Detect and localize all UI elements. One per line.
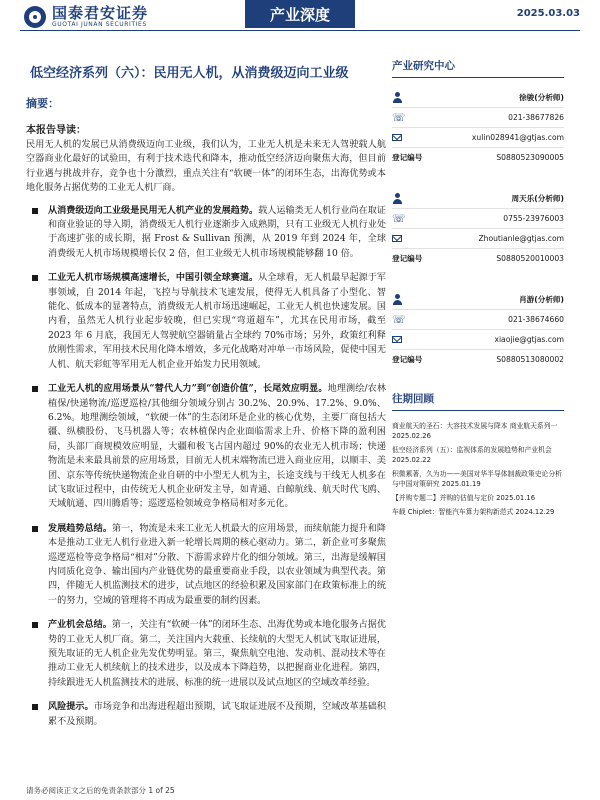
logo-chinese-name: 国泰君安证券 — [52, 4, 149, 22]
past-report-item[interactable]: 积微累著，久为功——美国对华半导体制裁政策史论分析与中国对策研究 2025.01.19 — [392, 470, 562, 488]
analyst-name: 徐骏(分析师) — [519, 93, 564, 102]
mail-icon — [392, 134, 402, 141]
analyst-name-row — [392, 189, 564, 209]
analyst-name-row — [392, 88, 564, 108]
analyst-card — [392, 189, 564, 268]
bullet-point — [26, 700, 386, 729]
report-title: 低空经济系列（六）：民用无人机，从消费级迈向工业级 — [30, 66, 349, 81]
guide-text: 民用无人机的发展已从消费级迈向工业级，我们认为，工业无人机是未来无人驾驶载人航空器商业化最好的试验田，有利于技术迭代和降本，推动低空经济迈向聚焦大海，但目前行业遇与挑战并存，竞争也十分激烈，重点关注有“软硬一体”的闭环生态，出海优势或本地化服务占据优势的工业无人机厂商。 — [26, 140, 386, 194]
logo-english-name: GUOTAI JUNAN SECURITIES — [52, 21, 147, 28]
analyst-phone-row — [392, 209, 564, 229]
phone-icon: ☏ — [392, 313, 406, 326]
analyst-cert-row — [392, 249, 564, 268]
mail-icon — [392, 336, 402, 343]
bullet-text: 从全球看，无人机最早起源于军事领域，自 2014 年起，飞控与导航技术飞速发展，使得无人机具备了小型化、智能化、低成本的显著特点，消费级无人机市场迅速崛起，工业无人机也快速发展。国内看，虽然无人机行业起步较晚，但已实现“弯道超车”，尤其在民用市场，截至 2023 年 6 月底，我国无人驾驶航空器销量占全球约 70%市场；另外，政策红利释放刚性需求，军用技术民用化降本增效，多元化战略对冲单一市场风险，促使中国无人机、航天彩虹等军用无人机企业开始发力民用领域。 — [48, 273, 386, 370]
past-report-item[interactable]: 【并购专题二】并购的估值与定价 2025.01.16 — [392, 494, 536, 502]
analyst-cert-row — [392, 350, 564, 369]
bullet-text: 地理测绘/农林植保/快递物流/巡逻巡检/其他细分领域分别占 30.2%、20.9%、17.2%、9.0%、6.2%。地理测绘领域，“软硬一体”的生态闭环是企业的核心优势，主要厂商包括大疆、纵横股份、飞马机器人等；农林植保内企业面临需求上升、价格下降的盈利困局，头部厂商规模效应明显，大疆和极飞占国内超过 90%的农业无人机市场；快递物流是未来最具前景的应用场景，目前无人机末端物流已进入商业应用，以顺丰、美团、京东等传统快递物流企业自研的中小型无人机为主，长途支线与干线无人机多在试飞取证过程中，由传统无人机企业研发主导，如青通、白鲸航线、航天时代飞鸥、天域航通、四川腾盾等；巡逻巡检领域竞争格局相对多元化。 — [48, 384, 386, 510]
person-icon — [392, 294, 403, 305]
person-icon — [392, 193, 403, 204]
bullet-lead: 风险提示。 — [48, 701, 94, 713]
past-reports-title: 往期回顾 — [392, 391, 564, 411]
cert-label: 登记编号 — [392, 254, 423, 263]
person-icon — [392, 92, 403, 103]
analyst-cert: S0880523090005 — [496, 153, 564, 162]
guide-label: 本报告导读： — [26, 125, 86, 136]
report-type-tab: 产业深度 — [245, 0, 355, 28]
research-center-title: 产业研究中心 — [392, 58, 564, 78]
analyst-card — [392, 88, 564, 167]
analyst-phone-row — [392, 108, 564, 128]
abstract-label: 摘要： — [26, 97, 59, 110]
analyst-name-row — [392, 290, 564, 310]
past-report-item[interactable]: 车载 Chiplet：智能汽车算力架构新范式 2024.12.29 — [392, 508, 555, 516]
analyst-phone: 0755-23976003 — [503, 214, 564, 223]
phone-icon: ☏ — [392, 111, 406, 124]
analyst-phone: 021-38677826 — [508, 113, 564, 122]
analyst-cert: S0880520010003 — [496, 254, 564, 263]
bullet-text: 市场竞争和出海进程超出预期，试飞取证进展不及预期，空域改革基础积累不及预期。 — [48, 702, 386, 727]
mail-icon — [392, 235, 402, 242]
header-divider — [20, 30, 580, 31]
analyst-email-row — [392, 229, 564, 249]
bullet-lead: 工业无人机市场规模高速增长，中国引领全球赛道。 — [48, 272, 259, 284]
past-report-item[interactable]: 商业航天的圣石：大容技术发展与降本 商业航天系列一 2025.02.26 — [392, 422, 558, 440]
cert-label: 登记编号 — [392, 153, 423, 162]
report-guide — [26, 121, 386, 196]
bullet-text: 第一，物流是未来工业无人机最大的应用场景，而续航能力提升和降本是推动工业无人机行业进入新一轮增长周期的核心驱动力。第二，新企业可多聚焦巡逻巡检等竞争格局“相对”分散、下游需求碎片化的细分领域。第三，出海是缓解国内同质化竞争、输出国内产业链优势的最重要商业手段，以农业领域为典型代表。第四，伴随无人机监测技术的进步，试点地区的经验积累及国家部门在政策标准上的统一的努力，空域的管理将不再成为最重要的制约因素。 — [48, 523, 386, 606]
analyst-phone-row — [392, 310, 564, 330]
analyst-email[interactable]: xiaojie@gtjas.com — [494, 335, 564, 344]
analyst-email-row — [392, 128, 564, 148]
bullet-point — [26, 618, 386, 690]
bullet-text: 载人运输类无人机行业尚在取证和商业验证的导入期，消费级无人机行业逐渐步入成熟期，只有工业级无人机行业处于高速扩张的成长期，据 Frost & Sullivan 预测，从 2019 年到 2024 年，全球消费级无人机市场规模增长仅 2 倍，但工业级无人机市场规模能够翻 10 倍。 — [48, 205, 386, 259]
bullet-point — [26, 271, 386, 372]
analyst-email[interactable]: xulin028941@gtjas.com — [471, 133, 564, 142]
page-footer: 请务必阅读正文之后的免责条款部分 1 of 25 — [26, 786, 175, 795]
cert-label: 登记编号 — [392, 355, 423, 364]
bullet-point — [26, 522, 386, 608]
company-logo — [24, 4, 199, 30]
bullet-point — [26, 204, 386, 262]
bullet-point — [26, 382, 386, 512]
analyst-name: 肖游(分析师) — [519, 295, 564, 304]
analyst-email-row — [392, 330, 564, 350]
analyst-cert: S0880513080002 — [496, 355, 564, 364]
sidebar — [392, 58, 564, 521]
bullet-lead: 发展趋势总结。 — [48, 522, 112, 534]
bullet-text: 第一，关注有“软硬一体”的闭环生态、出海优势或本地化服务占据优势的工业无人机厂商。第二，关注国内大载重、长续航的大型无人机试飞取证进展，预先取证的无人机企业先发优势明显。第三，聚焦航空电池、发动机、混动技术等在推动工业无人机续航上的技术进步，以及成本下降趋势，以把握商业化进程。第四，持续跟进无人机监测技术的进展、标准的统一进展以及试点地区的空域改革经验。 — [48, 620, 386, 688]
past-report-item[interactable]: 低空经济系列（五）：监视体系的发展趋势和产业机会 2025.02.22 — [392, 446, 552, 464]
main-column — [26, 62, 386, 739]
analyst-card — [392, 290, 564, 369]
analyst-phone: 021-38674660 — [508, 315, 564, 324]
analyst-name: 周天乐(分析师) — [511, 194, 564, 203]
bullet-lead: 产业机会总结。 — [48, 619, 112, 631]
report-date: 2025.03.03 — [516, 8, 580, 19]
analyst-email[interactable]: Zhoutianle@gtjas.com — [478, 234, 564, 243]
analyst-cert-row — [392, 148, 564, 167]
bullet-lead: 工业无人机的应用场景从“替代人力”到“创造价值”，长尾效应明显。 — [48, 383, 328, 395]
logo-emblem-icon — [24, 6, 46, 28]
past-reports — [392, 391, 564, 517]
bullet-lead: 从消费级迈向工业级是民用无人机产业的发展趋势。 — [48, 204, 259, 216]
phone-icon: ☏ — [392, 212, 406, 225]
